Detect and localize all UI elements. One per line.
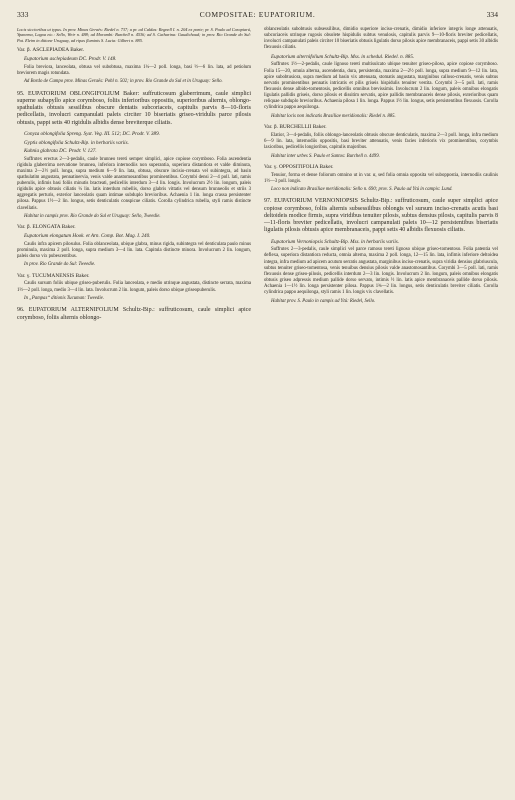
paragraph: Gyptis oblongifolia Schultz-Bip. in herbariis variis. (24, 139, 129, 146)
paragraph: Var. β. BURCHELLII Baker. (264, 123, 327, 130)
paragraph: Elatior, 3—4-pedalis, foliis oblongo-lanceolatis obtusis obscure denticulatis, maxima 2—3 poll. longa, infra medium 6—9 lin. lata, internodiis oppositis, basi breviter attenuatis, venis facies inferioris vix prominentibus, corymbis laxioribus, pedicellis longioribus, capitulis majoribus. (264, 132, 498, 150)
paragraph: Eupatorium Vernoniopsis Schultz-Bip. Mss. in herbariis variis. (271, 238, 400, 245)
paragraph: 96. EUPATORIUM ALTERNIFOLIUM Schultz-Bip.: suffruticosum, caule simplici apice corymboso, foliis alternis oblongo- (17, 307, 251, 321)
left-column (17, 27, 251, 324)
paragraph: Caulis infra apicem pilosulus. Folia oblanceolata, ubique glabra, minus rigida, subintegra vel denticulata paulo minus prominula, maxima 2 poll. longa, supra medium 3—4 lin. lata. Capitula distincte minora. Involucrum 2 lin. longum, paleis dorso vix pubescentibus. (17, 241, 251, 259)
paragraph: 95. EUPATORIUM OBLONGIFOLIUM Baker: suffruticosum glaberrimum, caule simplici superne subapyllo apice corymboso, foliis inferioribus oppositis, superioribus alternis, oblongo-spathulatis obtusis sessilibus obscure dentatis subcoriaceis, capitulis parvis 8—10-floris pedicellatis, involucri campanulati paleis circiter 10 biseriatis griseo-viridulis parce pilosis obtusis, pappi setis 40 rigidulis albidis dense breviterque ciliatis. (17, 90, 251, 126)
paragraph: Eupatorium elongatum Hook. et Arn. Comp. Bot. Mag. I. 240. (24, 233, 151, 240)
paragraph: Habitat in campis prov. Rio Grande do Sul et Uruguay: Sello, Tweedie. (24, 214, 161, 220)
running-title: COMPOSITAE: EUPATORIUM. (199, 10, 316, 19)
paragraph: Var. β. ASCLEPIADEA Baker. (17, 47, 85, 54)
left-page-number: 333 (17, 10, 29, 19)
paragraph: Folia breviora, lanceolata, obtusa vel subobtusa, maxima 1¼—2 poll. longa, basi ½—6 lin. lata, ad petiolum breviorem magis rotundata. (17, 64, 251, 76)
paragraph: Eupatorium asclepiadeum DC. Prodr. V. 148. (24, 56, 117, 63)
paragraph: Habitat locis non indicatis Brasiliae meridionalis: Riedel n. 885. (271, 113, 396, 119)
paragraph: 97. EUPATORIUM VERNONIOPSIS Schultz-Bip.: suffruticosum, caule super simplici apice copiose corymboso, foliis alternis subsessilibus oblongis vel sursum inciso-crenatis acutis basi deltoideis modice firmis, supra viridibus tenuiter pilosis, subtus densius pilosis, capitulis parvis 8—11-floris breviter pedicellatis, involucri campanulati paleis 10—12 persistentibus biseriatis ligulatis pilosis obtusis apice membranaceis, pappi setis 40 albidis flexuosis ciliatis. (264, 198, 498, 234)
paragraph: Ad Bordo de Campo prov. Minas Geraës: Pohl n. 502; in prov. Rio Grande do Sul et in Uruguay: Sello. (24, 79, 223, 85)
paragraph: Tenuior, forma et dense foliorum omnino ut in var. α, sed folia omnia opposita vel suboppostia, internodiis caulinis 1½—3 poll. longis. (264, 172, 498, 184)
paragraph: Suffrutex erectus 2—3-pedalis, caule brunneo tereti semper simplici, apice copiose corymboso. Folia ascendentia rigidula glaberrima nervatione brunnea, inferiora internodiis non superantia, superiora distantiora et valde diminuta, maxima 2—2½ poll. longa, supra medium 6—9 lin. lata, obtusa, obscure incisio-crenata vel subintegra, ad basin spathulatim angustata, pennatinervia, venis valde anastomosantibus prominentibus. Corymbi densi 2—4 poll. lati, ramis puberulis, infimis basi foliis minutis bracteati, pedicellis interdum 3—4 lin. longis. Involucrum 2½ lin. longum, paleis rigidulis apice obtusis ciliatis ¼ lin. latis interdum rubellis, dorso glabris vittatis vel densum brunneolis et striis 3 aggregatis perturis, exterior lanceolatis quam intimae subduplo brevioribus. Achaenia 1 lin. longa crassa persistenter pilosa. Pappus 1½—2 lin. longus, setis denticulatis conspicue ciliatis. Corolla cylindrica rubella, styli ramis distincte clavellatis. (17, 156, 251, 211)
paragraph: Var. β. ELONGATA Baker. (17, 224, 76, 231)
paragraph: Suffrutex 1½—2-pedalis, caule lignoso tereti multisulcato ubique tenuiter griseo-piloso, apice copiose corymboso. Folia 15—20, omnia alterna, ascendentia, dura, persistentia, maxima 2—2½ poll. longa, supra medium 9—12 lin. lata, apice subobtusiora, supra medium ad basin vix attenuata, stomatis angustata, marginibus calloso-crenatis, venis subtus nervatis prominentibus pennatis intricatis et pilis griseis hispidulis tenuiter vestita. Corymbi 3—5 poll. lati, ramis flexuosis dense albido-tomentosis, pedicellis omnibus brevissimis. Involucrum 2 lin. longum, paleis omnibus elongatis ligulatis pallidis griseis, dorso pilosis et dissitim servatis, apice pallidis membranaceis dense pilosis, exterioribus quam reliquae subduplo brevioribus. Achaenia pilosa 1 lin. longa. Pappus 1½ lin. longus, setis persistentibus flexuosis. Corolla cylindrica pappo aequilonga. (264, 62, 498, 111)
paragraph: Habitat prov. S. Paulo in campis ad Ytú: Riedel, Sello. (271, 298, 376, 304)
paragraph: Caulis sursum foliis ubique griseo-puberulis. Folia lanceolata, e medio utrinque angustata, distincte serrata, maxima 1½—2 poll. longa, medio 3—4 lin. lata. Involucrum 2 lin. longum, paleis dorso ubique griseopuberulis. (17, 281, 251, 293)
right-page-number: 334 (486, 10, 498, 19)
paragraph: Kuhnia glabrata DC. Prodr. V. 127. (24, 148, 97, 155)
paragraph: Conyza oblongifolia Spreng. Syst. Veg. III. 512; DC. Prodr. V. 389. (24, 130, 160, 137)
right-column (264, 27, 498, 324)
paragraph: Loco non indicato Brasiliae meridionalis: Sello n. 690; prov. S. Paulo ad Ytú in campis: Lund. (271, 187, 453, 193)
paragraph: Var. γ. TUCUMANENSIS Baker. (17, 272, 90, 279)
paragraph: Locis siccioribus ut typus. In prov. Minas Geraës: Riedel n. 737; a pr. ad Caldas: Regnell I. n. 204 ex parte; pr. S. Paulo ad Carapiarú, Ypanema, Lagoa etc.: Sello, Weir n. 488; ad Morumbi: Burchell n. 4536; ad S. Catharina: Gaudichaud; in prov. Rio Grande do Sul: Pat. Eleim in ditione Uruguay, ad ripas fluminis S. Lucia: Gilbert n. 885. (17, 27, 251, 43)
paragraph: Habitat inter urbes S. Paulo et Santos: Burchell n. 4499. (271, 153, 380, 159)
paragraph: Eupatorium alternifolium Schultz-Bip. Mss. in schedul. Riedel. n. 885. (271, 53, 415, 60)
paragraph: Var. γ. OPPOSITIFOLIA Baker. (264, 163, 334, 170)
paragraph: oblanceolatis subobtusis subsessilibus, dimidio superiore inciso-crenatis, dimidio inferiore integris longe attenuatis, subcoriaceis utrinque rugosis obsolete hispidulis subtus venulosis, capitulis parvis 9—10-floris breviter pedicellatis, involucri campanulati paleis circiter 10 biseriatis obtusis ligulatis dorso pilosis apice membranaceis, pappi setis 30 albidis flexuosis ciliatis. (264, 27, 498, 51)
paragraph: Suffrutex 2—3-pedalis, caule simplici vel parce ramoso tereti lignoso ubique griseo-tomentoso. Folia patentia vel deflexa, superiora distantiora reducta, omnia alterna, maxima 2 poll. longa, 12—15 lin. lata, infimis inferiore deltoidea integra, infra medium ad apicem acutum serratis angustata, marginibus inciso-crenatis, supra viridia densius glabriuscula, subtus tenuiter griseo-tomentosa, venis tenuibus densius pilosis valde anastomosantibus. Corymbi 3—5 poll. lati, ramis flexuosis dense griseo-pilosis, pedicellis interdum 2—3 lin. longis. Involucrum 2 lin. longum, paleis omnibus elongatis obtusis griseo adpressis medium pallide dorso servato, intimis ½ lin. latis apice membranaceis pallide dorso pilosis. Achaenia 1—1½ lin. longa persistenter pilosa. Pappus 1¾—2 lin. longus, setis denticulatis breviter ciliatis. Corolla cylindrica pappo aequilonga, styli ramis 1 lin. longis vix clavellatis. (264, 247, 498, 296)
paragraph: In „Pampas“ ditionis Tucuman: Tweedie. (24, 296, 104, 302)
two-column-body (17, 27, 498, 324)
paragraph: In prov. Rio Grande do Sul: Tweedie. (24, 262, 96, 268)
running-header (17, 10, 498, 21)
